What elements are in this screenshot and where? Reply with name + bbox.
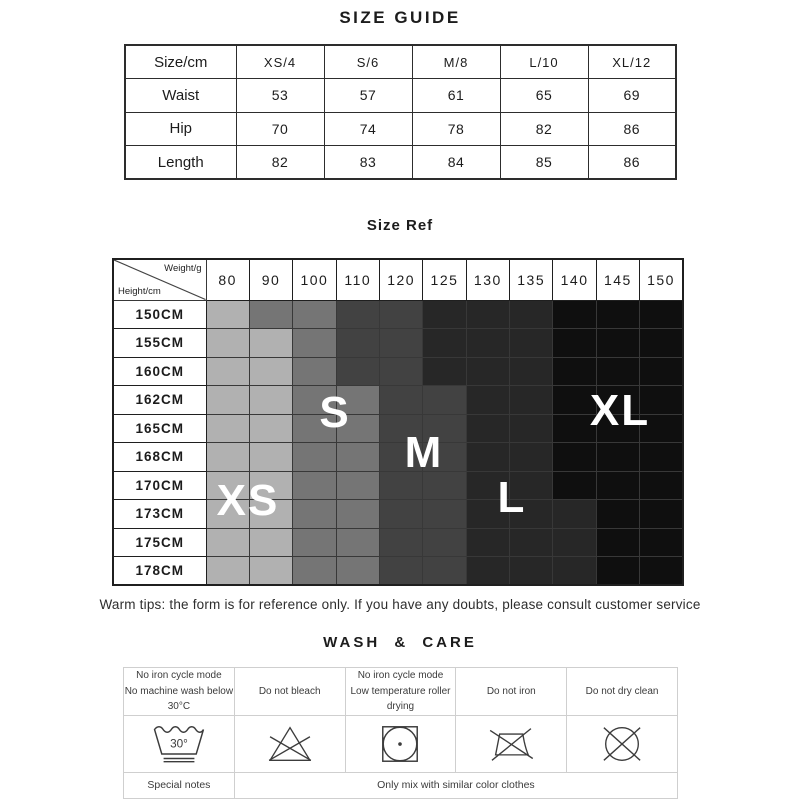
heatmap-cell xyxy=(640,471,683,500)
heatmap-cell xyxy=(510,386,553,415)
care-instruction-cell xyxy=(124,668,235,716)
weight-header-cell: 100 xyxy=(293,259,336,300)
heatmap-row xyxy=(113,329,683,358)
page-title: SIZE GUIDE xyxy=(339,8,461,27)
heatmap-cell xyxy=(249,386,292,415)
heatmap-cell xyxy=(466,557,509,586)
heatmap-row xyxy=(113,557,683,586)
heatmap-cell xyxy=(423,329,466,358)
heatmap-cell xyxy=(510,557,553,586)
size-column-header: M/8 xyxy=(412,45,500,79)
care-instruction-cell xyxy=(345,668,456,716)
heatmap-cell xyxy=(206,357,249,386)
heatmap-cell xyxy=(206,414,249,443)
heatmap-cell xyxy=(553,557,596,586)
heatmap-cell xyxy=(553,471,596,500)
heatmap-cell xyxy=(466,329,509,358)
size-column-header: S/6 xyxy=(324,45,412,79)
size-table-row xyxy=(125,112,676,146)
measure-value: 86 xyxy=(588,146,676,180)
weight-header-cell: 90 xyxy=(249,259,292,300)
size-column-header: XL/12 xyxy=(588,45,676,79)
size-ref-heatmap xyxy=(112,258,684,585)
care-instruction-line: Low temperature roller drying xyxy=(350,685,451,712)
care-icon-cell xyxy=(234,715,345,772)
heatmap-cell xyxy=(293,471,336,500)
heatmap-cell xyxy=(466,357,509,386)
heatmap-cell xyxy=(510,528,553,557)
heatmap-header-row xyxy=(113,259,683,300)
measure-value: 74 xyxy=(324,112,412,146)
heatmap-cell xyxy=(379,329,422,358)
heatmap-cell xyxy=(553,300,596,329)
heatmap-cell xyxy=(206,386,249,415)
size-band-label-m: M xyxy=(404,428,444,478)
size-column-header: XS/4 xyxy=(236,45,324,79)
heatmap-cell xyxy=(423,300,466,329)
weight-header-cell: 120 xyxy=(379,259,422,300)
heatmap-cell xyxy=(379,300,422,329)
heatmap-cell xyxy=(466,414,509,443)
size-unit-label: Size/cm xyxy=(125,45,236,79)
heatmap-cell xyxy=(249,357,292,386)
heatmap-cell xyxy=(466,528,509,557)
heatmap-cell xyxy=(596,528,639,557)
heatmap-cell xyxy=(640,329,683,358)
heatmap-cell xyxy=(206,329,249,358)
heatmap-cell xyxy=(596,329,639,358)
heatmap-row xyxy=(113,500,683,529)
weight-header-cell: 110 xyxy=(336,259,379,300)
heatmap-cell xyxy=(249,329,292,358)
svg-text:30°: 30° xyxy=(169,737,188,751)
height-label-cell: 155CM xyxy=(113,329,206,358)
heatmap-cell xyxy=(249,528,292,557)
size-table-header-row xyxy=(125,45,676,79)
weight-header-cell: 135 xyxy=(510,259,553,300)
heatmap-cell xyxy=(379,557,422,586)
heatmap-cell xyxy=(379,528,422,557)
measure-value: 57 xyxy=(324,79,412,113)
heatmap-cell xyxy=(379,500,422,529)
heatmap-cell xyxy=(293,300,336,329)
weight-header-cell: 150 xyxy=(640,259,683,300)
heatmap-cell xyxy=(596,443,639,472)
height-label-cell: 178CM xyxy=(113,557,206,586)
heatmap-cell xyxy=(466,443,509,472)
heatmap-row xyxy=(113,443,683,472)
measure-value: 83 xyxy=(324,146,412,180)
heatmap-cell xyxy=(423,357,466,386)
heatmap-cell xyxy=(379,357,422,386)
heatmap-row xyxy=(113,300,683,329)
wash-care-title: WASH & CARE xyxy=(323,634,477,651)
care-header-row xyxy=(124,668,678,716)
heatmap-cell xyxy=(553,357,596,386)
weight-header-cell: 140 xyxy=(553,259,596,300)
heatmap-cell xyxy=(596,300,639,329)
heatmap-cell xyxy=(596,500,639,529)
measure-value: 84 xyxy=(412,146,500,180)
heatmap-cell xyxy=(293,357,336,386)
care-instruction-line: Do not dry clean xyxy=(585,685,659,697)
special-notes-label: Special notes xyxy=(124,772,235,798)
do-not-iron-icon xyxy=(456,721,566,767)
measure-value: 53 xyxy=(236,79,324,113)
height-label-cell: 175CM xyxy=(113,528,206,557)
care-instruction-line: No machine wash below 30°C xyxy=(124,685,234,712)
heatmap-cell xyxy=(293,443,336,472)
measure-value: 65 xyxy=(500,79,588,113)
heatmap-cell xyxy=(423,528,466,557)
heatmap-cell xyxy=(293,329,336,358)
heatmap-cell xyxy=(336,443,379,472)
heatmap-cell xyxy=(423,557,466,586)
care-instruction-cell xyxy=(234,668,345,716)
size-guide-table xyxy=(124,44,677,180)
care-instruction-line: No iron cycle mode xyxy=(136,670,222,681)
heatmap-cell xyxy=(206,443,249,472)
heatmap-cell xyxy=(640,528,683,557)
heatmap-cell xyxy=(640,500,683,529)
measure-value: 61 xyxy=(412,79,500,113)
heatmap-cell xyxy=(640,443,683,472)
do-not-dry-clean-icon xyxy=(567,721,677,767)
heatmap-cell xyxy=(293,528,336,557)
height-label-cell: 150CM xyxy=(113,300,206,329)
heatmap-cell xyxy=(466,300,509,329)
height-label-cell: 160CM xyxy=(113,357,206,386)
care-instruction-cell xyxy=(567,668,678,716)
size-ref-title: Size Ref xyxy=(366,217,434,234)
weight-header-cell: 130 xyxy=(466,259,509,300)
measure-value: 85 xyxy=(500,146,588,180)
heatmap-cell xyxy=(336,500,379,529)
heatmap-cell xyxy=(336,300,379,329)
size-guide-table-body xyxy=(125,45,676,179)
size-table-row xyxy=(125,146,676,180)
heatmap-cell xyxy=(466,386,509,415)
care-notes-row xyxy=(124,772,678,798)
size-band-label-s: S xyxy=(319,388,351,438)
height-label-cell: 168CM xyxy=(113,443,206,472)
heatmap-cell xyxy=(293,500,336,529)
heatmap-corner-cell xyxy=(113,259,206,300)
heatmap-cell xyxy=(553,528,596,557)
weight-header-cell: 145 xyxy=(596,259,639,300)
size-table-row xyxy=(125,79,676,113)
heatmap-cell xyxy=(553,329,596,358)
size-band-label-xl: XL xyxy=(589,386,651,436)
measure-value: 78 xyxy=(412,112,500,146)
wash-care-table xyxy=(123,667,678,799)
measure-value: 70 xyxy=(236,112,324,146)
measure-label: Waist xyxy=(125,79,236,113)
height-label-cell: 162CM xyxy=(113,386,206,415)
heatmap-cell xyxy=(510,443,553,472)
color-mix-note: Only mix with similar color clothes xyxy=(234,772,677,798)
warm-tips-note: Warm tips: the form is for reference only. If you have any doubts, please consult customer service xyxy=(99,597,701,612)
height-label-cell: 173CM xyxy=(113,500,206,529)
height-label-cell: 165CM xyxy=(113,414,206,443)
care-icon-cell xyxy=(567,715,678,772)
measure-label: Length xyxy=(125,146,236,180)
hand-wash-30-icon xyxy=(124,721,234,767)
weight-header-cell: 125 xyxy=(423,259,466,300)
care-instruction-line: Do not iron xyxy=(486,685,536,697)
measure-label: Hip xyxy=(125,112,236,146)
heatmap-row xyxy=(113,357,683,386)
measure-value: 69 xyxy=(588,79,676,113)
size-band-label-xs: XS xyxy=(216,476,280,526)
heatmap-cell xyxy=(206,300,249,329)
heatmap-cell xyxy=(640,557,683,586)
heatmap-cell xyxy=(379,386,422,415)
height-axis-label: Height/cm xyxy=(118,285,161,297)
heatmap-cell xyxy=(510,300,553,329)
heatmap-cell xyxy=(596,471,639,500)
heatmap-cell xyxy=(640,357,683,386)
heatmap-cell xyxy=(510,357,553,386)
weight-axis-label: Weight/g xyxy=(164,263,202,274)
tumble-dry-low-icon xyxy=(346,721,456,767)
heatmap-row xyxy=(113,528,683,557)
heatmap-cell xyxy=(336,471,379,500)
heatmap-cell xyxy=(423,500,466,529)
heatmap-cell xyxy=(336,329,379,358)
heatmap-cell xyxy=(206,557,249,586)
heatmap-row xyxy=(113,471,683,500)
care-icon-cell xyxy=(345,715,456,772)
do-not-bleach-icon xyxy=(235,721,345,767)
measure-value: 86 xyxy=(588,112,676,146)
heatmap-cell xyxy=(423,386,466,415)
care-instruction-cell xyxy=(456,668,567,716)
wash-care-table-body xyxy=(124,668,678,799)
heatmap-cell xyxy=(249,557,292,586)
heatmap-cell xyxy=(640,300,683,329)
heatmap-cell xyxy=(596,557,639,586)
heatmap-cell xyxy=(336,528,379,557)
heatmap-cell xyxy=(336,357,379,386)
heatmap-cell xyxy=(553,443,596,472)
weight-header-cell: 80 xyxy=(206,259,249,300)
size-column-header: L/10 xyxy=(500,45,588,79)
heatmap-cell xyxy=(553,500,596,529)
heatmap-cell xyxy=(249,443,292,472)
heatmap-cell xyxy=(596,357,639,386)
measure-value: 82 xyxy=(500,112,588,146)
care-instruction-line: Do not bleach xyxy=(258,685,321,697)
care-icon-row xyxy=(124,715,678,772)
care-instruction-line: No iron cycle mode xyxy=(357,670,444,681)
heatmap-cell xyxy=(249,414,292,443)
care-icon-cell xyxy=(456,715,567,772)
height-label-cell: 170CM xyxy=(113,471,206,500)
care-icon-cell xyxy=(124,715,235,772)
heatmap-cell xyxy=(510,329,553,358)
heatmap-cell xyxy=(510,414,553,443)
heatmap-cell xyxy=(249,300,292,329)
heatmap-cell xyxy=(336,557,379,586)
heatmap-cell xyxy=(206,528,249,557)
size-band-label-l: L xyxy=(497,473,527,523)
measure-value: 82 xyxy=(236,146,324,180)
heatmap-cell xyxy=(293,557,336,586)
